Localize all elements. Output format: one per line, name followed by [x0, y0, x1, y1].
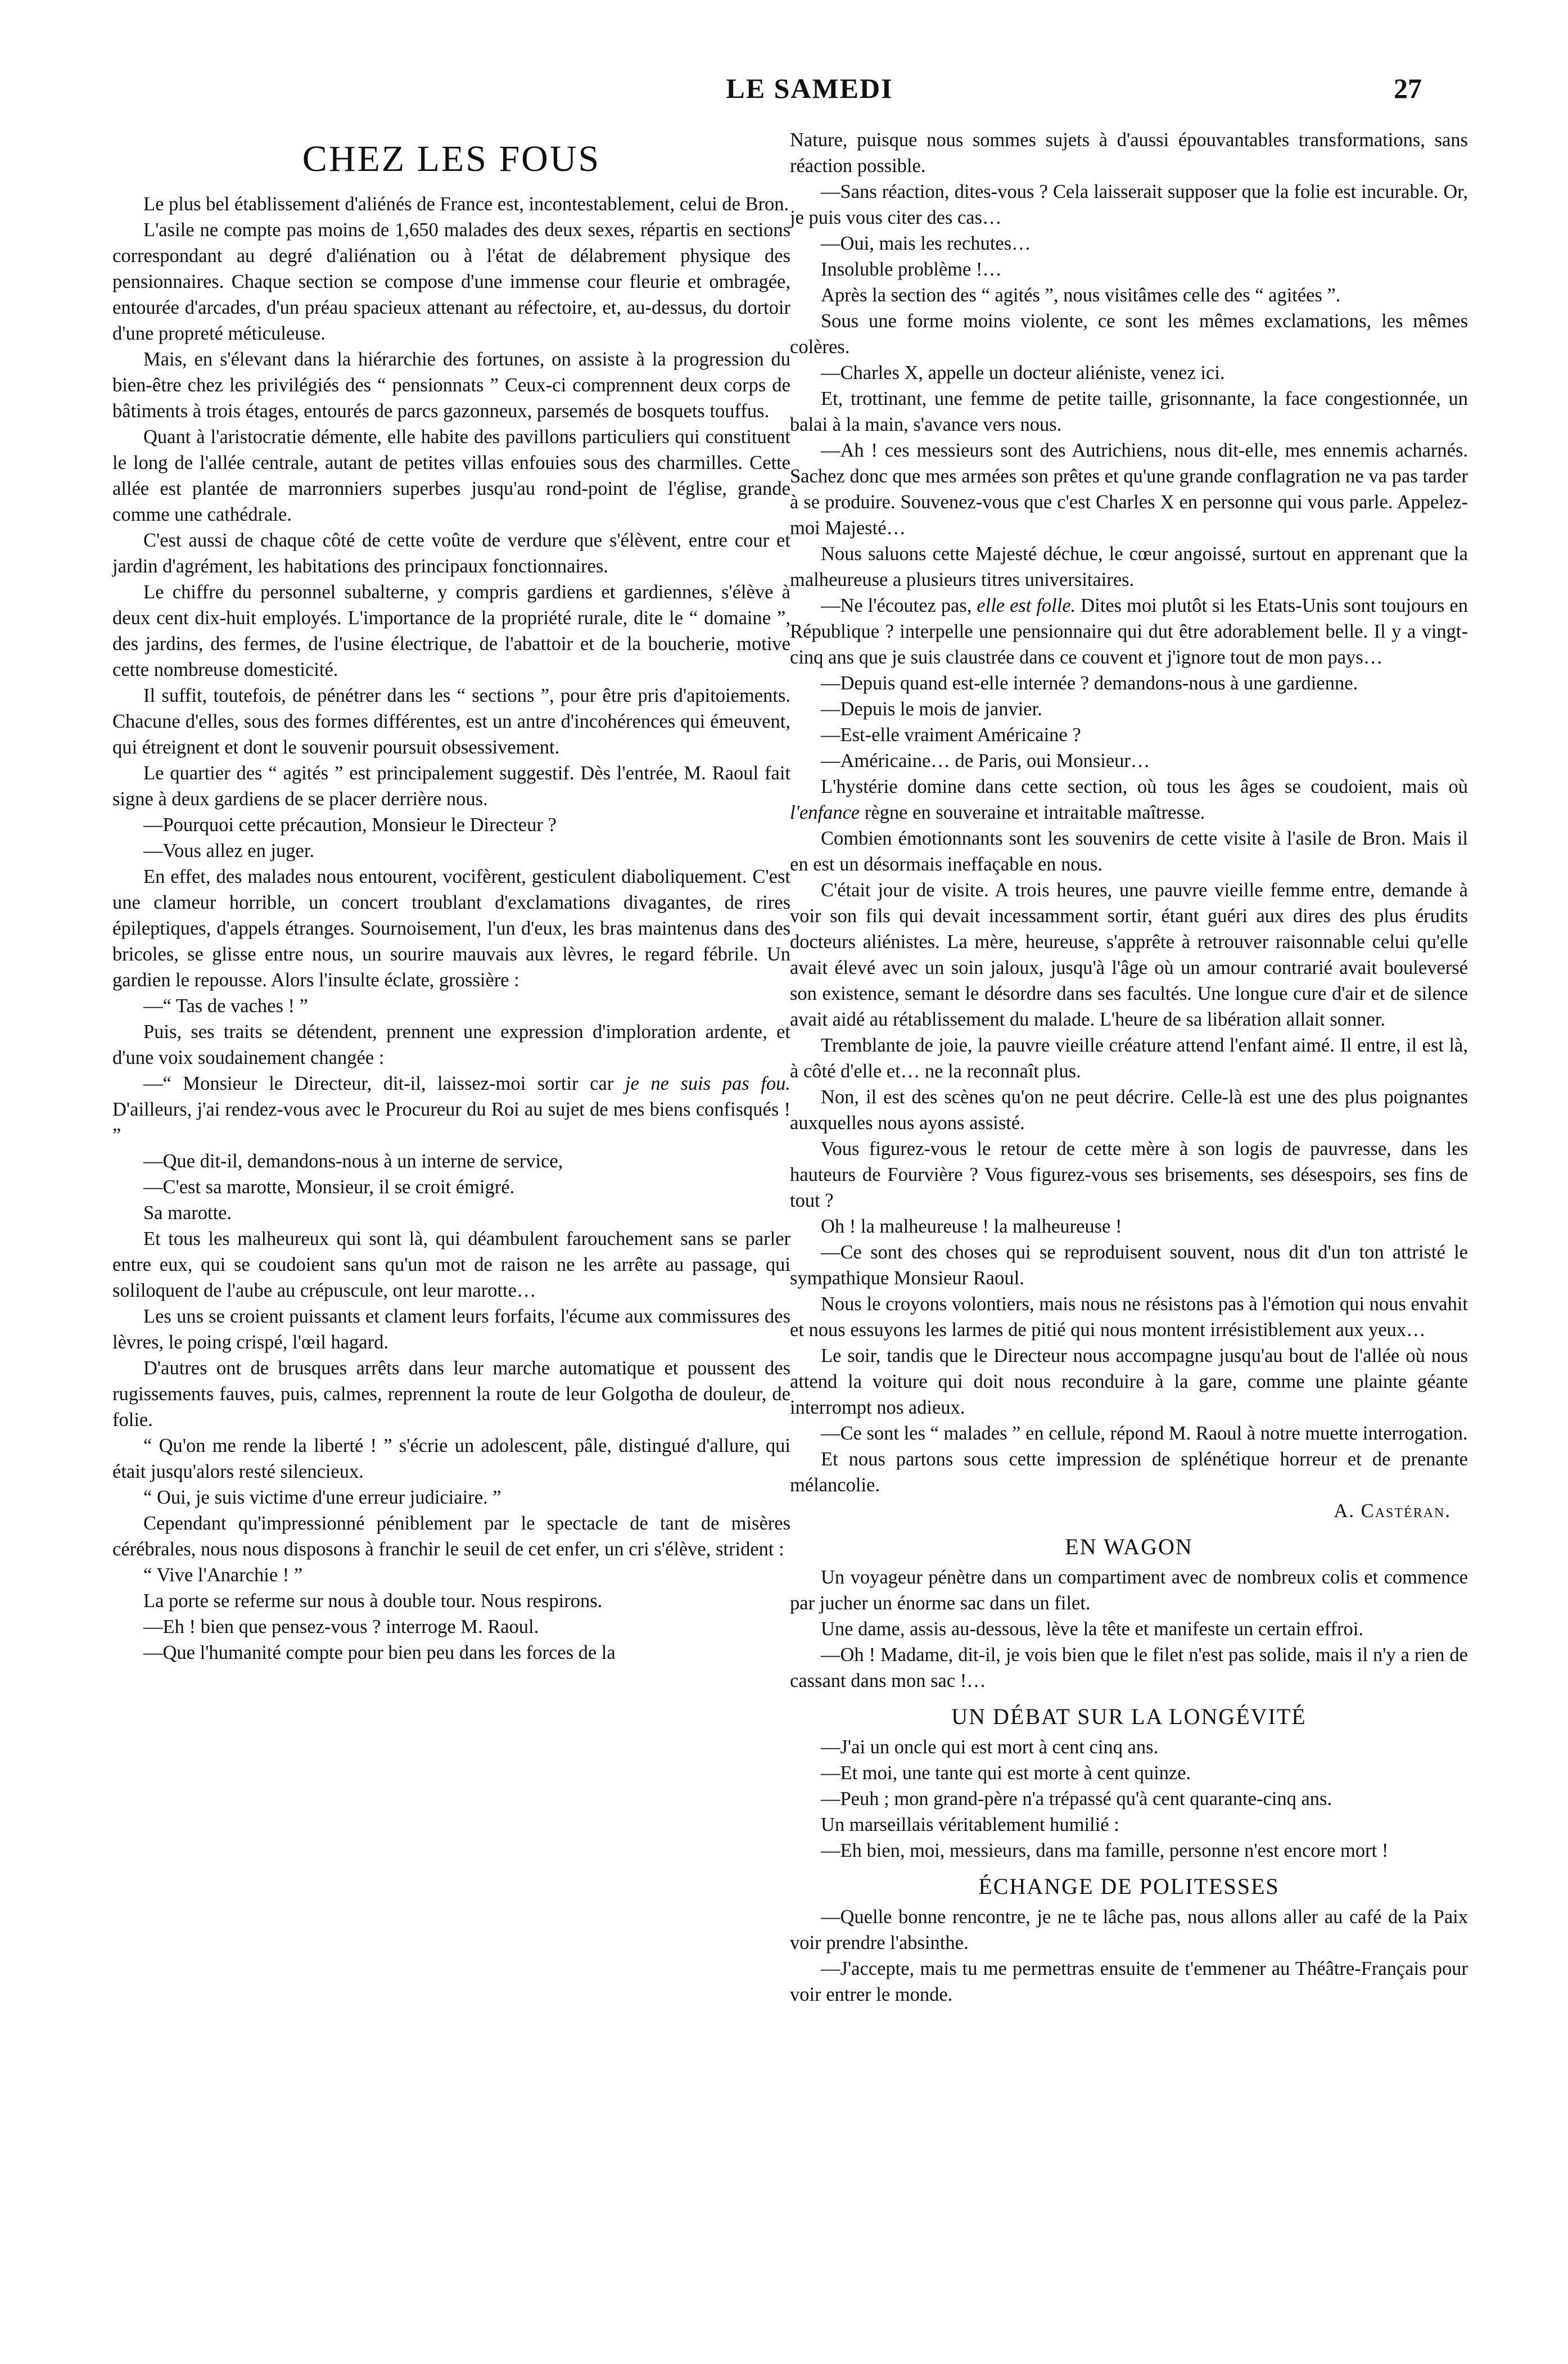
paragraph: —Oui, mais les rechutes… [821, 233, 1031, 254]
paragraph: —Peuh ; mon grand-père n'a trépassé qu'à cent quarante-cinq ans. [821, 1788, 1332, 1810]
paragraph: —Sans réaction, dites-vous ? Cela laisserait supposer que la folie est incurable. Or, je puis vous citer des cas… [790, 181, 1468, 228]
paragraph: —J'accepte, mais tu me permettras ensuite de t'emmener au Théâtre-Français pour voir entrer le monde. [790, 1958, 1468, 2005]
paragraph: —Que l'humanité compte pour bien peu dans les forces de la [143, 1642, 616, 1663]
paragraph: —Est-elle vraiment Américaine ? [821, 724, 1081, 746]
paragraph: C'était jour de visite. A trois heures, une pauvre vieille femme entre, demande à voir son fils qui devait incessamment sortir, étant guéri aux dires des plus érudits docteurs aliénistes. La mère, heureuse, s'apprête à retrouver raisonnable celui qu'elle avait élevé avec un soin jaloux, jusqu'à l'âge où un amour contrarié avait bouleversé son existence, semant le désordre dans ses facultés. Une longue cure d'air et de silence avait aidé au rétablissement du malade. L'heure de sa libération allait sonner. [790, 879, 1468, 1030]
paragraph: Quant à l'aristocratie démente, elle habite des pavillons particuliers qui constituent le long de l'allée centrale, autant de petites villas enfouies sous des charmilles. Cette allée est plantée de marronniers superbes jusqu'au rond-point de l'église, grande comme une cathédrale. [112, 426, 790, 525]
paragraph: D'autres ont de brusques arrêts dans leur marche automatique et poussent des rugissements fauves, puis, calmes, reprennent la route de leur Golgotha de douleur, de folie. [112, 1357, 790, 1431]
author-signature: A. Castéran. [1334, 1500, 1451, 1522]
paragraph: Il suffit, toutefois, de pénétrer dans les “ sections ”, pour être pris d'apitoiements. Chacune d'elles, sous des formes différentes, est un antre d'incohérences qui émeuvent, qui étreignent et dont le souvenir poursuit obsessivement. [112, 685, 790, 758]
paragraph: —C'est sa marotte, Monsieur, il se croit émigré. [143, 1176, 515, 1198]
paragraph: C'est aussi de chaque côté de cette voûte de verdure que s'élèvent, entre cour et jardin d'agrément, les habitations des principaux fonctionnaires. [112, 530, 790, 577]
paragraph: Le plus bel établissement d'aliénés de France est, incontestablement, celui de Bron. [143, 193, 789, 215]
section-title-en-wagon: EN WAGON [1065, 1534, 1193, 1559]
quote-text: —“ Monsieur le Directeur, dit-il, laissez-moi sortir car [143, 1073, 625, 1094]
paragraph: En effet, des malades nous entourent, vocifèrent, gesticulent diaboliquement. C'est une clameur horrible, un concert troublant d'exclamations divagantes, de rires épileptiques, d'appels étranges. Sournoisement, l'un d'eux, les bras maintenus dans des bricoles, se glisse entre nous, un sourire mauvais aux lèvres, le regard fébrile. Un gardien le repousse. Alors l'insulte éclate, grossière : [112, 866, 790, 991]
paragraph: Un voyageur pénètre dans un compartiment avec de nombreux colis et commence par jucher un énorme sac dans un filet. [790, 1567, 1468, 1614]
article-title: CHEZ LES FOUS [302, 138, 601, 179]
paragraph: Vous figurez-vous le retour de cette mère à son logis de pauvresse, dans les hauteurs de Fourvière ? Vous figurez-vous ses brisements, ses désespoirs, ses fins de tout ? [790, 1138, 1468, 1211]
paragraph: Non, il est des scènes qu'on ne peut décrire. Celle-là est une des plus poignantes auxquelles nous ayons assisté. [790, 1086, 1468, 1134]
quote-italic: je ne suis pas fou. [625, 1073, 790, 1094]
left-column [112, 135, 790, 1666]
paragraph: —Vous allez en juger. [143, 840, 315, 861]
paragraph: “ Qu'on me rende la liberté ! ” s'écrie un adolescent, pâle, distingué d'allure, qui était jusqu'alors resté silencieux. [112, 1435, 790, 1482]
folle-text: —Ne l'écoutez pas, [821, 595, 977, 616]
paragraph: —Ce sont les “ malades ” en cellule, répond M. Raoul à notre muette interrogation. [821, 1423, 1468, 1444]
paragraph: Insoluble problème !… [821, 259, 1002, 280]
paragraph: Mais, en s'élevant dans la hiérarchie des fortunes, on assiste à la progression du bien-être chez les privilégiés des “ pensionnats ” Ceux-ci comprennent deux corps de bâtiments à trois étages, entourés de parcs gazonneux, parsemés de bosquets touffus. [112, 349, 790, 422]
paragraph: —Oh ! Madame, dit-il, je vois bien que le filet n'est pas solide, mais il n'y a rien de cassant dans mon sac !… [790, 1644, 1468, 1691]
paragraph: Le chiffre du personnel subalterne, y compris gardiens et gardiennes, s'élève à deux cent dix-huit employés. L'importance de la propriété rurale, dite le “ domaine ”, des jardins, des fermes, de l'usine électrique, de l'abattoir et de la boucherie, motive cette nombreuse domesticité. [112, 581, 790, 680]
paragraph: —“ Tas de vaches ! ” [143, 995, 308, 1017]
paragraph: —Depuis quand est-elle internée ? demandons-nous à une gardienne. [821, 673, 1358, 694]
paragraph: La porte se referme sur nous à double tour. Nous respirons. [143, 1590, 603, 1612]
paragraph: Et, trottinant, une femme de petite taille, grisonnante, la face congestionnée, un balai à la main, s'avance vers nous. [790, 388, 1468, 435]
paragraph: Une dame, assis au-dessous, lève la tête et manifeste un certain effroi. [821, 1618, 1364, 1640]
paragraph: Et nous partons sous cette impression de splénétique horreur et de prenante mélancolie. [790, 1449, 1468, 1496]
folle-italic: elle est folle. [977, 595, 1076, 616]
paragraph: Combien émotionnants sont les souvenirs de cette visite à l'asile de Bron. Mais il en est un désormais ineffaçable en nous. [790, 828, 1468, 875]
paragraph: —Américaine… de Paris, oui Monsieur… [821, 750, 1150, 772]
paragraph: —Quelle bonne rencontre, je ne te lâche pas, nous allons aller au café de la Paix voir prendre l'absinthe. [790, 1906, 1468, 1954]
paragraph: —Eh ! bien que pensez-vous ? interroge M. Raoul. [143, 1616, 539, 1637]
paragraph: Puis, ses traits se détendent, prennent une expression d'imploration ardente, et d'une voix soudainement changée : [112, 1021, 790, 1068]
hysteria-text: L'hystérie domine dans cette section, où tous les âges se coudoient, mais où [821, 776, 1468, 797]
paragraph: Nature, puisque nous sommes sujets à d'aussi épouvantables transformations, sans réaction possible. [790, 129, 1468, 177]
paragraph: —Et moi, une tante qui est morte à cent quinze. [821, 1762, 1191, 1784]
right-column [790, 127, 1468, 2007]
paragraph: —Charles X, appelle un docteur aliéniste, venez ici. [821, 362, 1225, 384]
paragraph: Nous saluons cette Majesté déchue, le cœur angoissé, surtout en apprenant que la malheureuse a plusieurs titres universitaires. [790, 543, 1468, 590]
paragraph: Sa marotte. [143, 1202, 232, 1224]
paragraph: —J'ai un oncle qui est mort à cent cinq ans. [821, 1736, 1159, 1758]
paragraph: Sous une forme moins violente, ce sont les mêmes exclamations, les mêmes colères. [790, 310, 1468, 358]
quote-text: D'ailleurs, j'ai rendez-vous avec le Procureur du Roi au sujet de mes biens confisqués ! ” [112, 1099, 790, 1146]
paragraph: Oh ! la malheureuse ! la malheureuse ! [821, 1216, 1122, 1237]
paragraph: Tremblante de joie, la pauvre vieille créature attend l'enfant aimé. Il entre, il est là, à côté d'elle et… ne la reconnaît plus. [790, 1035, 1468, 1082]
paragraph: —Depuis le mois de janvier. [821, 698, 1042, 720]
section-title-politesses: ÉCHANGE DE POLITESSES [978, 1874, 1280, 1899]
paragraph: Cependant qu'impressionné péniblement par le spectacle de tant de misères cérébrales, nous nous disposons à franchir le seuil de cet enfer, un cri s'élève, strident : [112, 1513, 790, 1560]
paragraph: Le quartier des “ agités ” est principalement suggestif. Dès l'entrée, M. Raoul fait signe à deux gardiens de se placer derrière nous. [112, 763, 790, 810]
paragraph: —Pourquoi cette précaution, Monsieur le Directeur ? [143, 814, 557, 836]
paragraph: —Eh bien, moi, messieurs, dans ma famille, personne n'est encore mort ! [821, 1840, 1389, 1861]
paragraph: Les uns se croient puissants et clament leurs forfaits, l'écume aux commissures des lèvres, le poing crispé, l'œil hagard. [112, 1306, 790, 1353]
paragraph: Et tous les malheureux qui sont là, qui déambulent farouchement sans se parler entre eux, qui se coudoient sans qu'un mot de raison ne les arrête au passage, qui soliloquent de l'aube au crépuscule, ont leur marotte… [112, 1228, 790, 1301]
running-head: LE SAMEDI [726, 73, 893, 104]
page-number: 27 [1394, 73, 1422, 104]
paragraph: “ Vive l'Anarchie ! ” [143, 1564, 303, 1586]
paragraph: —Ah ! ces messieurs sont des Autrichiens, nous dit-elle, mes ennemis acharnés. Sachez donc que mes armées son prêtes et qu'une grande conflagration ne va pas tarder à se produire. Souvenez-vous que c'est Charles X en personne qui vous parle. Appelez-moi Majesté… [790, 440, 1468, 539]
paragraph: Nous le croyons volontiers, mais nous ne résistons pas à l'émotion qui nous envahit et nous essuyons les larmes de pitié qui nous montent irrésistiblement aux yeux… [790, 1293, 1468, 1341]
section-title-longevite: UN DÉBAT SUR LA LONGÉVITÉ [951, 1704, 1307, 1729]
paragraph: —Ce sont des choses qui se reproduisent souvent, nous dit d'un ton attristé le sympathique Monsieur Raoul. [790, 1242, 1468, 1289]
paragraph: Un marseillais véritablement humilié : [821, 1814, 1119, 1835]
paragraph-hysteria [790, 774, 1468, 825]
paragraph-quote [112, 1071, 790, 1148]
paragraph: “ Oui, je suis victime d'une erreur judiciaire. ” [143, 1487, 501, 1508]
paragraph: Le soir, tandis que le Directeur nous accompagne jusqu'au bout de l'allée où nous attend la voiture qui doit nous reconduire à la gare, comme une plainte géante interrompt nos adieux. [790, 1345, 1468, 1418]
paragraph-folle [790, 593, 1468, 670]
paragraph: —Que dit-il, demandons-nous à un interne de service, [143, 1151, 563, 1172]
folle-text: Dites moi plutôt si les Etats-Unis sont toujours en République ? interpelle une pensionnaire qui dut être adorablement belle. Il y a vingt-cinq ans que je suis claustrée dans ce couvent et j'ignore tout de mon pays… [790, 595, 1468, 668]
paragraph: Après la section des “ agités ”, nous visitâmes celle des “ agitées ”. [821, 285, 1341, 306]
hysteria-text: règne en souveraine et intraitable maîtresse. [860, 802, 1205, 823]
hysteria-italic: l'enfance [790, 802, 860, 823]
paragraph: L'asile ne compte pas moins de 1,650 malades des deux sexes, répartis en sections correspondant au degré d'aliénation ou à l'état de délabrement physique des pensionnaires. Chaque section se compose d'une immense cour fleurie et ombragée, entourée d'arcades, d'un préau spacieux attenant au réfectoire, et, au-dessus, du dortoir d'une propreté méticuleuse. [112, 219, 790, 344]
